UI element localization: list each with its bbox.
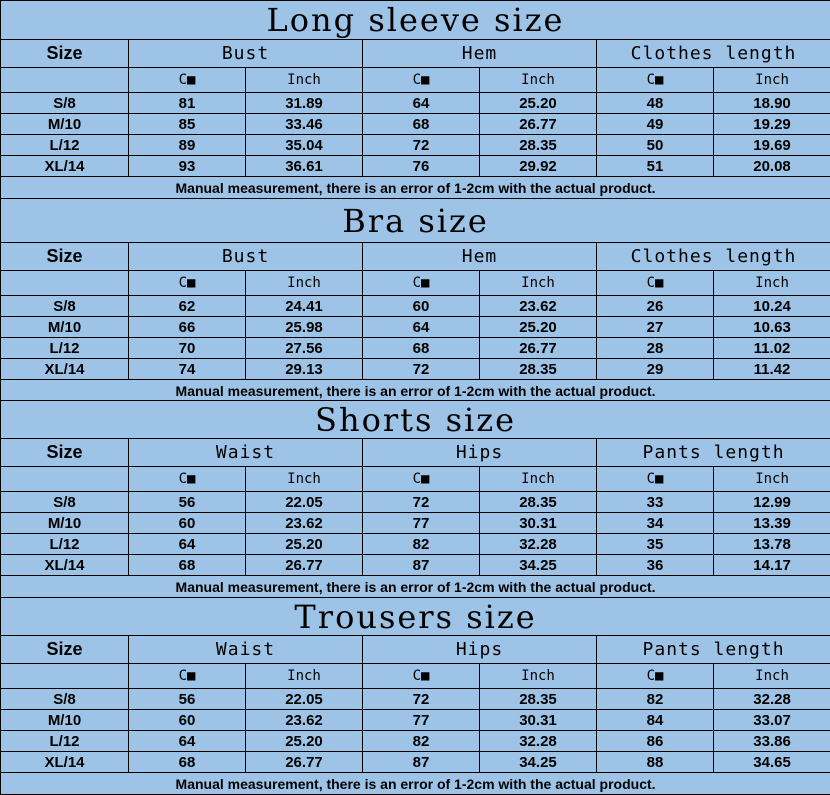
table-row bbox=[1, 731, 830, 752]
size-table bbox=[0, 597, 830, 795]
unit-inch-header: Inch bbox=[480, 467, 597, 492]
measurement-value: 26 bbox=[597, 296, 714, 317]
table-row bbox=[1, 338, 830, 359]
size-label: S/8 bbox=[1, 492, 129, 513]
size-table bbox=[0, 400, 830, 598]
measurement-value: 64 bbox=[363, 93, 480, 114]
measurement-value: 64 bbox=[129, 534, 246, 555]
measurement-value: 28.35 bbox=[480, 135, 597, 156]
measurement-value: 56 bbox=[129, 689, 246, 710]
unit-blank-cell bbox=[1, 664, 129, 689]
unit-cm-header: C■ bbox=[363, 467, 480, 492]
table-row bbox=[1, 710, 830, 731]
measurement-value: 32.28 bbox=[714, 689, 830, 710]
table-row bbox=[1, 317, 830, 338]
measurement-value: 72 bbox=[363, 492, 480, 513]
unit-inch-header: Inch bbox=[714, 664, 830, 689]
measurement-group-header: Bust bbox=[129, 243, 363, 271]
measurement-value: 33.07 bbox=[714, 710, 830, 731]
measurement-value: 29.13 bbox=[246, 359, 363, 380]
table-row bbox=[1, 513, 830, 534]
measurement-value: 36.61 bbox=[246, 156, 363, 177]
measurement-value: 28.35 bbox=[480, 359, 597, 380]
measurement-value: 64 bbox=[129, 731, 246, 752]
unit-cm-header: C■ bbox=[129, 467, 246, 492]
table-row bbox=[1, 156, 830, 177]
measurement-value: 25.20 bbox=[480, 93, 597, 114]
measurement-value: 33.86 bbox=[714, 731, 830, 752]
section-title: Shorts size bbox=[1, 401, 830, 439]
size-column-header: Size bbox=[1, 439, 129, 467]
measurement-value: 31.89 bbox=[246, 93, 363, 114]
unit-cm-header: C■ bbox=[129, 68, 246, 93]
measurement-value: 76 bbox=[363, 156, 480, 177]
measurement-value: 74 bbox=[129, 359, 246, 380]
size-label: M/10 bbox=[1, 513, 129, 534]
measurement-value: 56 bbox=[129, 492, 246, 513]
measurement-value: 30.31 bbox=[480, 710, 597, 731]
unit-blank-cell bbox=[1, 271, 129, 296]
measurement-value: 85 bbox=[129, 114, 246, 135]
measurement-note: Manual measurement, there is an error of 1-2cm with the actual product. bbox=[1, 576, 830, 598]
measurement-value: 68 bbox=[363, 114, 480, 135]
measurement-value: 26.77 bbox=[246, 555, 363, 576]
unit-cm-header: C■ bbox=[129, 664, 246, 689]
section-title: Bra size bbox=[1, 199, 830, 243]
measurement-value: 88 bbox=[597, 752, 714, 773]
measurement-value: 12.99 bbox=[714, 492, 830, 513]
measurement-value: 72 bbox=[363, 135, 480, 156]
measurement-group-header: Pants length bbox=[597, 439, 830, 467]
measurement-value: 22.05 bbox=[246, 492, 363, 513]
unit-inch-header: Inch bbox=[480, 68, 597, 93]
measurement-note: Manual measurement, there is an error of 1-2cm with the actual product. bbox=[1, 177, 830, 199]
table-row bbox=[1, 135, 830, 156]
measurement-value: 34.25 bbox=[480, 752, 597, 773]
section-title: Long sleeve size bbox=[1, 1, 830, 40]
measurement-value: 48 bbox=[597, 93, 714, 114]
measurement-value: 23.62 bbox=[246, 710, 363, 731]
unit-cm-header: C■ bbox=[363, 68, 480, 93]
measurement-value: 81 bbox=[129, 93, 246, 114]
size-label: XL/14 bbox=[1, 359, 129, 380]
table-row bbox=[1, 752, 830, 773]
table-row bbox=[1, 492, 830, 513]
measurement-value: 19.29 bbox=[714, 114, 830, 135]
measurement-value: 27 bbox=[597, 317, 714, 338]
measurement-value: 49 bbox=[597, 114, 714, 135]
table-row bbox=[1, 114, 830, 135]
measurement-value: 32.28 bbox=[480, 534, 597, 555]
unit-cm-header: C■ bbox=[597, 467, 714, 492]
measurement-value: 82 bbox=[363, 534, 480, 555]
unit-cm-header: C■ bbox=[129, 271, 246, 296]
measurement-value: 25.20 bbox=[480, 317, 597, 338]
unit-inch-header: Inch bbox=[480, 664, 597, 689]
size-label: L/12 bbox=[1, 338, 129, 359]
measurement-value: 82 bbox=[597, 689, 714, 710]
unit-inch-header: Inch bbox=[714, 68, 830, 93]
unit-inch-header: Inch bbox=[480, 271, 597, 296]
unit-blank-cell bbox=[1, 68, 129, 93]
size-column-header: Size bbox=[1, 243, 129, 271]
measurement-group-header: Hem bbox=[363, 243, 597, 271]
measurement-value: 82 bbox=[363, 731, 480, 752]
measurement-value: 11.02 bbox=[714, 338, 830, 359]
measurement-value: 26.77 bbox=[246, 752, 363, 773]
measurement-value: 13.39 bbox=[714, 513, 830, 534]
measurement-value: 35 bbox=[597, 534, 714, 555]
measurement-group-header: Pants length bbox=[597, 636, 830, 664]
measurement-value: 13.78 bbox=[714, 534, 830, 555]
measurement-value: 64 bbox=[363, 317, 480, 338]
measurement-value: 68 bbox=[363, 338, 480, 359]
size-column-header: Size bbox=[1, 636, 129, 664]
measurement-value: 51 bbox=[597, 156, 714, 177]
measurement-group-header: Clothes length bbox=[597, 40, 830, 68]
measurement-value: 29.92 bbox=[480, 156, 597, 177]
measurement-value: 72 bbox=[363, 689, 480, 710]
measurement-value: 86 bbox=[597, 731, 714, 752]
table-row bbox=[1, 689, 830, 710]
measurement-value: 60 bbox=[129, 710, 246, 731]
size-label: S/8 bbox=[1, 93, 129, 114]
measurement-value: 87 bbox=[363, 752, 480, 773]
measurement-value: 26.77 bbox=[480, 114, 597, 135]
measurement-value: 93 bbox=[129, 156, 246, 177]
measurement-value: 72 bbox=[363, 359, 480, 380]
measurement-value: 25.20 bbox=[246, 731, 363, 752]
measurement-group-header: Bust bbox=[129, 40, 363, 68]
size-label: M/10 bbox=[1, 710, 129, 731]
measurement-value: 28 bbox=[597, 338, 714, 359]
unit-inch-header: Inch bbox=[714, 271, 830, 296]
table-row bbox=[1, 93, 830, 114]
measurement-note: Manual measurement, there is an error of 1-2cm with the actual product. bbox=[1, 773, 830, 795]
measurement-value: 24.41 bbox=[246, 296, 363, 317]
measurement-value: 23.62 bbox=[480, 296, 597, 317]
unit-blank-cell bbox=[1, 467, 129, 492]
measurement-value: 19.69 bbox=[714, 135, 830, 156]
unit-cm-header: C■ bbox=[363, 664, 480, 689]
measurement-group-header: Hem bbox=[363, 40, 597, 68]
measurement-value: 27.56 bbox=[246, 338, 363, 359]
measurement-value: 28.35 bbox=[480, 689, 597, 710]
measurement-value: 22.05 bbox=[246, 689, 363, 710]
measurement-value: 34.65 bbox=[714, 752, 830, 773]
measurement-value: 20.08 bbox=[714, 156, 830, 177]
measurement-value: 34.25 bbox=[480, 555, 597, 576]
measurement-value: 62 bbox=[129, 296, 246, 317]
measurement-value: 89 bbox=[129, 135, 246, 156]
unit-cm-header: C■ bbox=[363, 271, 480, 296]
measurement-value: 87 bbox=[363, 555, 480, 576]
size-label: S/8 bbox=[1, 296, 129, 317]
unit-cm-header: C■ bbox=[597, 68, 714, 93]
measurement-group-header: Waist bbox=[129, 439, 363, 467]
measurement-value: 30.31 bbox=[480, 513, 597, 534]
measurement-value: 25.20 bbox=[246, 534, 363, 555]
measurement-value: 32.28 bbox=[480, 731, 597, 752]
unit-inch-header: Inch bbox=[246, 467, 363, 492]
table-row bbox=[1, 534, 830, 555]
unit-inch-header: Inch bbox=[714, 467, 830, 492]
size-label: XL/14 bbox=[1, 555, 129, 576]
unit-cm-header: C■ bbox=[597, 664, 714, 689]
measurement-value: 25.98 bbox=[246, 317, 363, 338]
measurement-value: 50 bbox=[597, 135, 714, 156]
measurement-value: 34 bbox=[597, 513, 714, 534]
size-label: XL/14 bbox=[1, 156, 129, 177]
measurement-value: 66 bbox=[129, 317, 246, 338]
measurement-value: 11.42 bbox=[714, 359, 830, 380]
measurement-value: 77 bbox=[363, 710, 480, 731]
measurement-value: 14.17 bbox=[714, 555, 830, 576]
table-row bbox=[1, 555, 830, 576]
measurement-value: 29 bbox=[597, 359, 714, 380]
measurement-value: 70 bbox=[129, 338, 246, 359]
measurement-group-header: Hips bbox=[363, 439, 597, 467]
size-label: L/12 bbox=[1, 534, 129, 555]
measurement-group-header: Hips bbox=[363, 636, 597, 664]
section-title: Trousers size bbox=[1, 598, 830, 636]
measurement-value: 60 bbox=[129, 513, 246, 534]
size-column-header: Size bbox=[1, 40, 129, 68]
size-label: M/10 bbox=[1, 114, 129, 135]
measurement-value: 33 bbox=[597, 492, 714, 513]
unit-cm-header: C■ bbox=[597, 271, 714, 296]
size-label: XL/14 bbox=[1, 752, 129, 773]
size-label: S/8 bbox=[1, 689, 129, 710]
measurement-value: 77 bbox=[363, 513, 480, 534]
size-table bbox=[0, 0, 830, 199]
size-label: L/12 bbox=[1, 731, 129, 752]
measurement-value: 18.90 bbox=[714, 93, 830, 114]
measurement-value: 36 bbox=[597, 555, 714, 576]
unit-inch-header: Inch bbox=[246, 664, 363, 689]
size-label: M/10 bbox=[1, 317, 129, 338]
measurement-group-header: Clothes length bbox=[597, 243, 830, 271]
measurement-value: 68 bbox=[129, 555, 246, 576]
unit-inch-header: Inch bbox=[246, 68, 363, 93]
measurement-value: 84 bbox=[597, 710, 714, 731]
measurement-value: 33.46 bbox=[246, 114, 363, 135]
measurement-value: 10.24 bbox=[714, 296, 830, 317]
unit-inch-header: Inch bbox=[246, 271, 363, 296]
measurement-value: 60 bbox=[363, 296, 480, 317]
table-row bbox=[1, 296, 830, 317]
size-table bbox=[0, 198, 830, 402]
measurement-value: 10.63 bbox=[714, 317, 830, 338]
measurement-value: 23.62 bbox=[246, 513, 363, 534]
size-label: L/12 bbox=[1, 135, 129, 156]
measurement-value: 28.35 bbox=[480, 492, 597, 513]
measurement-value: 68 bbox=[129, 752, 246, 773]
measurement-note: Manual measurement, there is an error of 1-2cm with the actual product. bbox=[1, 380, 830, 402]
measurement-value: 35.04 bbox=[246, 135, 363, 156]
measurement-group-header: Waist bbox=[129, 636, 363, 664]
table-row bbox=[1, 359, 830, 380]
measurement-value: 26.77 bbox=[480, 338, 597, 359]
